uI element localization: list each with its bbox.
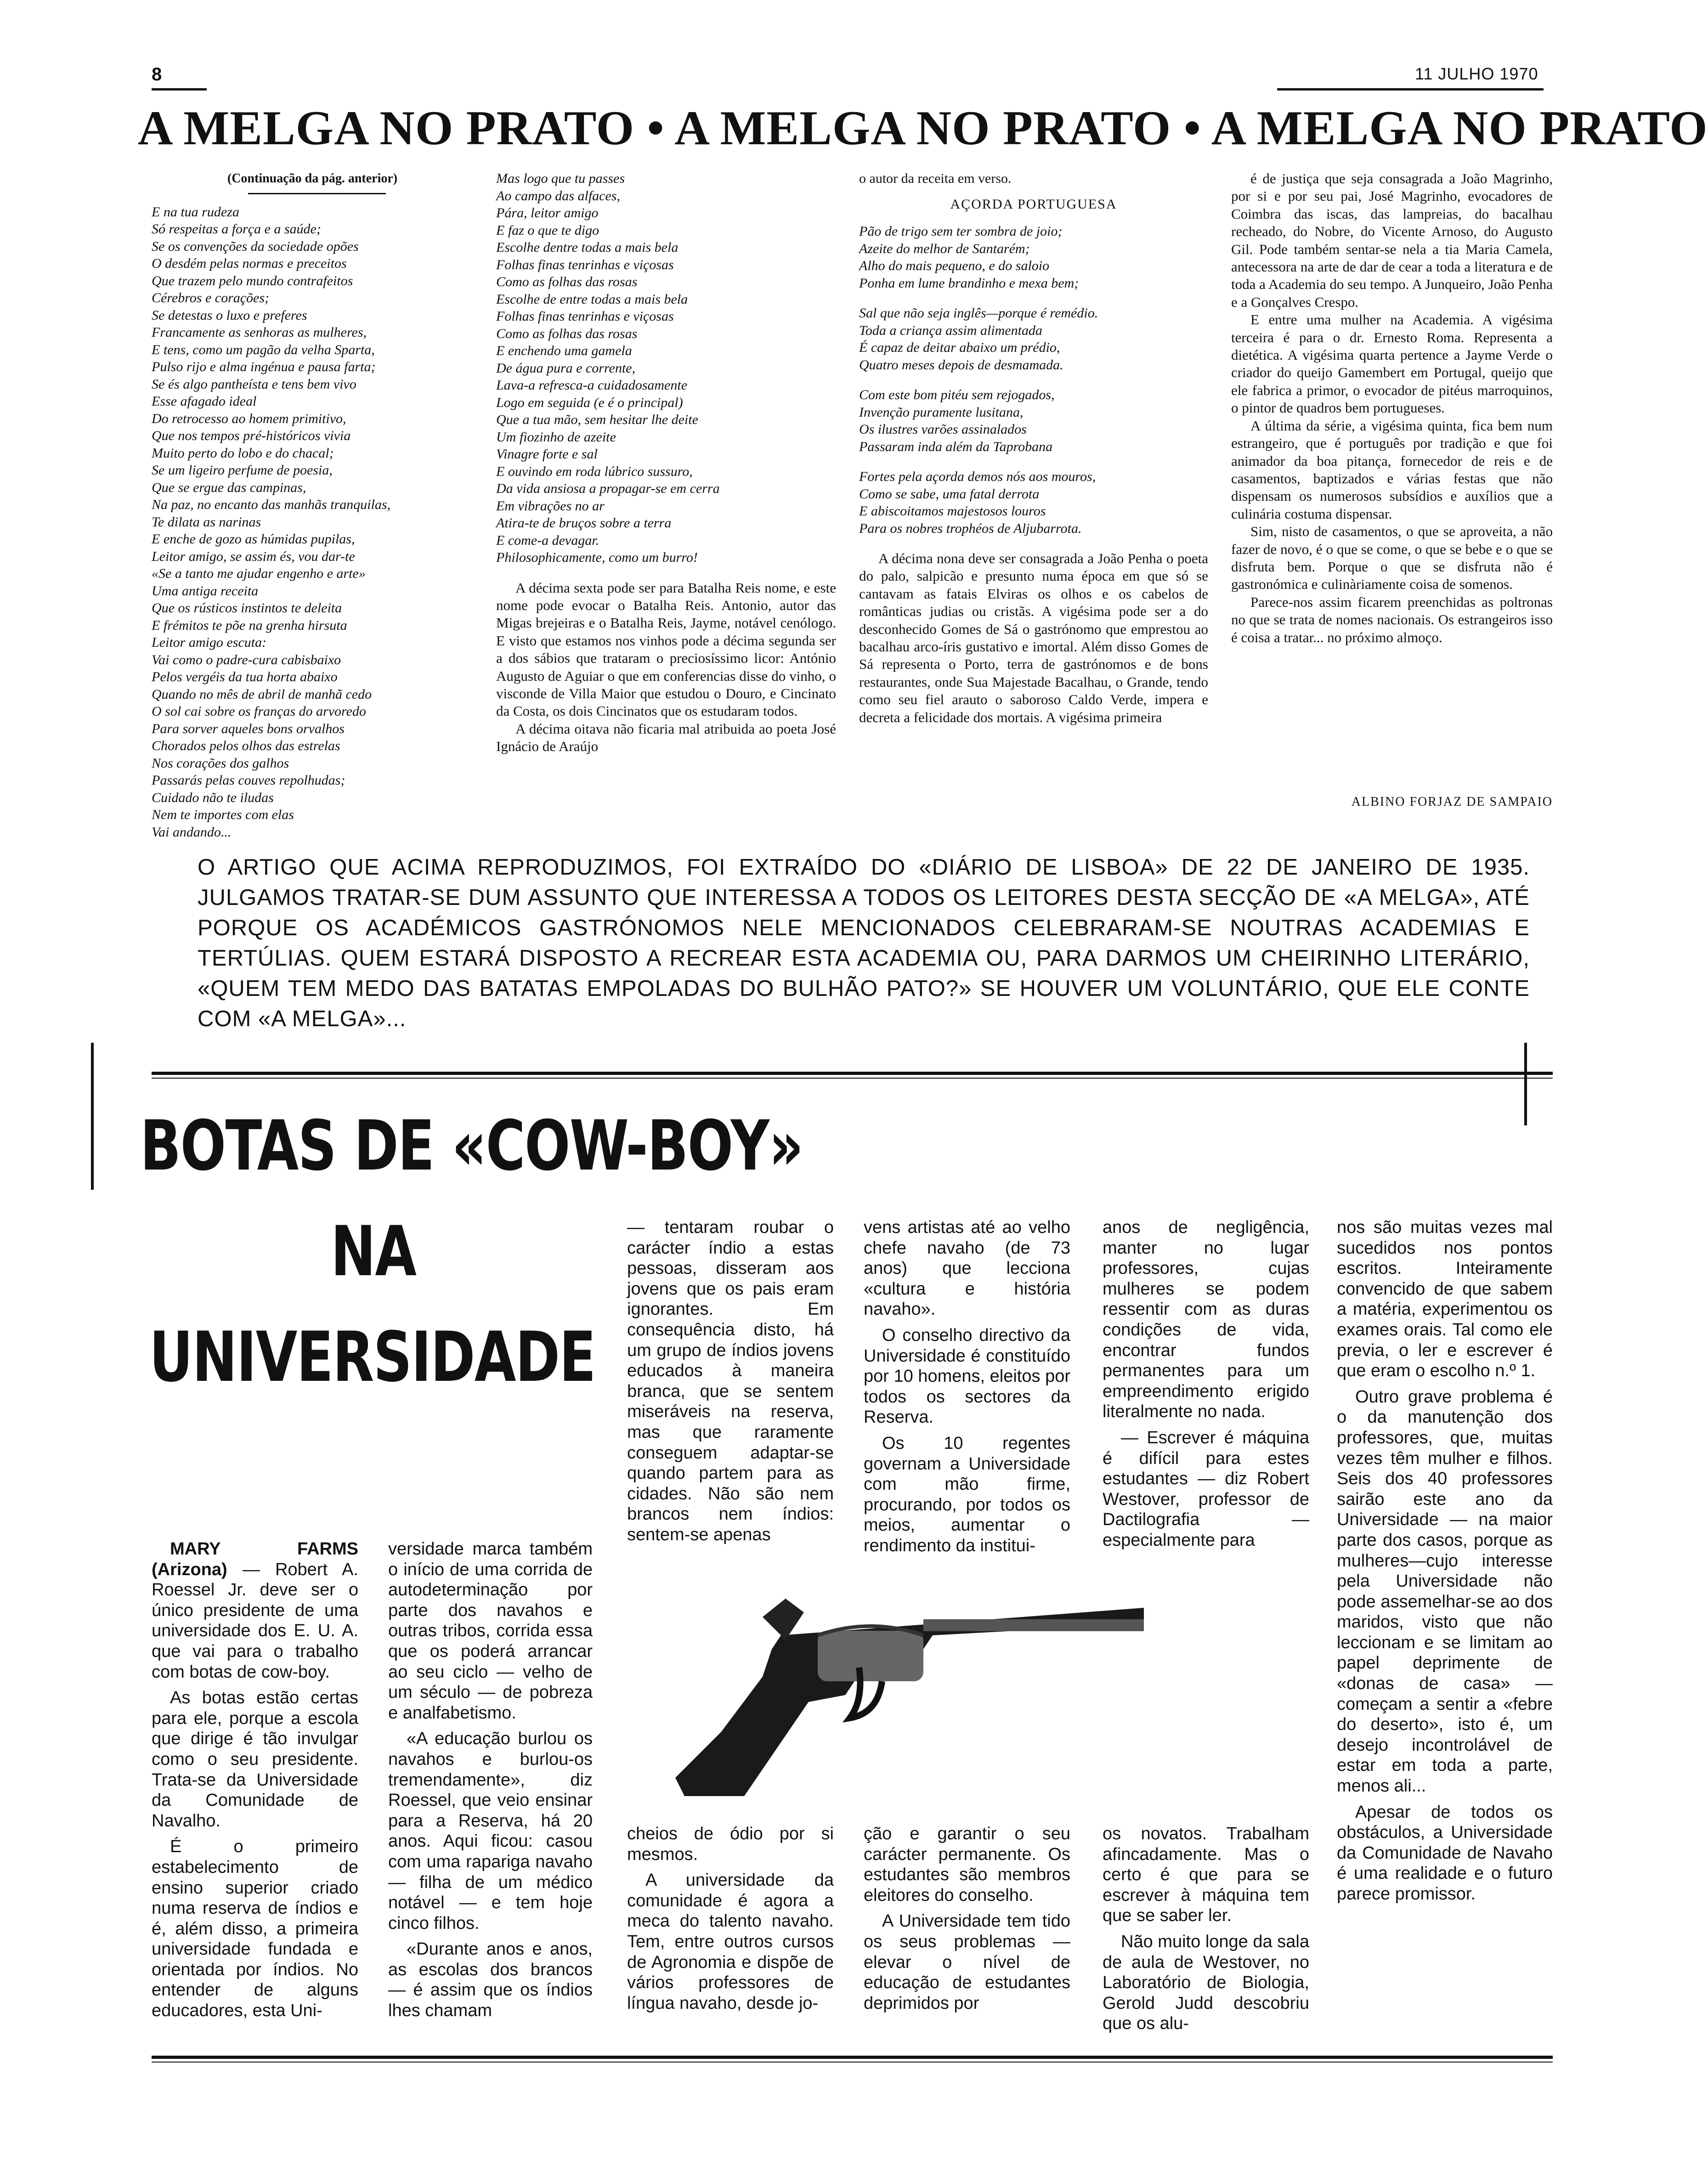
poem-line: Passaram inda além da Taprobana — [859, 439, 1053, 454]
story-column-2 — [388, 1539, 593, 2044]
poem-line: Francamente as senhoras as mulheres, — [152, 325, 367, 340]
poem-line: Como as folhas das rosas — [496, 326, 638, 341]
poem-line: O sol cai sobre os franças do arvoredo — [152, 704, 366, 719]
story-column-1 — [152, 1539, 358, 2044]
paragraph: os novatos. Trabalham afincadamente. Mas o certo é que para se escrever à máquina tem que se saber ler. — [1103, 1824, 1309, 1926]
poem-line: Nos corações dos galhos — [152, 755, 289, 771]
paragraph: A última da série, a vigésima quinta, fica bem num estrangeiro, que é português por tradição e que foi animador da boa pitança, fornecedor de reis e de casamentos, baptizados e várias festas que não dispensam os numerosos subsídios e auxílios que a culinária costuma dispensar. — [1231, 417, 1553, 522]
paragraph: A décima sexta pode ser para Batalha Reis nome, e este nome pode evocar o Batalha Reis. Antonio, autor das Migas brejeiras e o Batalha Reis, Jayme, notável cenólogo. E visto que estamos nos vinhos pode a décima segunda ser a dos sábios que trataram o preciosíssimo licor: António Augusto de Aguiar o que em conferencias disse do vinho, o visconde de Villa Maior que estudou o Douro, e Cincinato da Costa, os dois Cincinatos que os estudaram todos. — [496, 579, 836, 719]
story-column-5-top — [1103, 1217, 1309, 1557]
poem-line: Muito perto do lobo e do chacal; — [152, 445, 334, 461]
paragraph: versidade marca também o início de uma corrida de autodeterminação por parte dos navahos e outras tribos, corrida essa que os poderá arrancar ao seu ciclo — velho de um século — de pobreza e analfabetismo. — [388, 1539, 593, 1723]
recipe-verses — [859, 305, 1208, 373]
paragraph: A décima oitava não ficaria mal atribuida ao poeta José Ignácio de Araújo — [496, 720, 836, 755]
poem-line: «Se a tanto me ajudar engenho e arte» — [152, 566, 366, 581]
poem-verses — [496, 170, 836, 566]
poem-line: Vai andando... — [152, 824, 232, 840]
paragraph: As botas estão certas para ele, porque a escola que dirige é tão invulgar como o seu presidente. Trata-se da Universidade da Comunidade de Navalho. — [152, 1688, 358, 1831]
header-rule-right — [1277, 88, 1544, 90]
story-headline-line-3: UNIVERSIDADE — [149, 1317, 595, 1397]
paragraph: É o primeiro estabelecimento de ensino superior criado numa reserva de índios e é, além disso, a primeira universidade fundada e orientada por índios. No entender de alguns educadores, esta Uni- — [152, 1837, 358, 2021]
paragraph: Não muito longe da sala de aula de Westover, no Laboratório de Biologia, Gerold Judd descobriu que os alu- — [1103, 1932, 1309, 2034]
story-column-3-top — [627, 1217, 834, 1557]
section-divider — [152, 1072, 1553, 1075]
poem-line: De água pura e corrente, — [496, 360, 635, 376]
paragraph: O conselho directivo da Universidade é constituído por 10 homens, eleitos por todos os sectores da Reserva. — [864, 1325, 1070, 1427]
continuation-note: (Continuação da pág. anterior) — [227, 171, 398, 186]
editorial-notice: O ARTIGO QUE ACIMA REPRODUZIMOS, FOI EXTRAÍDO DO «DIÁRIO DE LISBOA» DE 22 DE JANEIRO DE 1935. JULGAMOS TRATAR-SE DUM ASSUNTO QUE INTERESSA A TODOS OS LEITORES DESTA SECÇÃO DE «A MELGA», ATÉ PORQUE OS ACADÉMICOS GASTRÓNOMOS NELE MENCIONADOS CELEBRARAM-SE NOUTRAS ACADEMIAS E TERTÚLIAS. QUEM ESTARÁ DISPOSTO A RECREAR ESTA ACADEMIA OU, PARA DARMOS UM CHEIRINHO LITERÁRIO, «QUEM TEM MEDO DAS BATATAS EMPOLADAS DO BULHÃO PATO?» SE HOUVER UM VOLUNTÁRIO, QUE ELE CONTE COM «A MELGA»... — [198, 855, 1530, 1031]
poem-line: Que os rústicos instintos te deleita — [152, 600, 342, 616]
poem-line: E frémitos te põe na grenha hirsuta — [152, 617, 347, 633]
poem-line: Atira-te de bruços sobre a terra — [496, 515, 672, 531]
poem-line: Mas logo que tu passes — [496, 171, 625, 186]
poem-line: Invenção puramente lusitana, — [859, 404, 1024, 420]
poem-line: Só respeitas a força e a saúde; — [152, 221, 321, 237]
poem-line: Ponha em lume brandinho e mexa bem; — [859, 275, 1079, 291]
article-column-3 — [859, 170, 1208, 822]
poem-line: Nem te importes com elas — [152, 807, 294, 822]
continuation-rule — [248, 193, 386, 194]
poem-line: Que se ergue das campinas, — [152, 480, 306, 495]
bottom-divider — [152, 2056, 1553, 2059]
paragraph: — Escrever é máquina é difícil para estes estudantes — diz Robert Westover, professor de Dactilografia — especialmente para — [1103, 1428, 1309, 1550]
poem-line: Se um ligeiro perfume de poesia, — [152, 463, 333, 478]
poem-line: Como as folhas das rosas — [496, 274, 638, 289]
poem-line: Pulso rijo e alma ingénua e pausa farta; — [152, 359, 376, 374]
article-text — [496, 579, 836, 756]
poem-line: Folhas finas tenrinhas e viçosas — [496, 309, 674, 324]
poem-line: Alho do mais pequeno, e do saloio — [859, 258, 1050, 273]
header-rule-left — [152, 88, 207, 90]
recipe-intro: o autor da receita em verso. — [859, 171, 1012, 186]
issue-date: 11 JULHO 1970 — [1415, 64, 1538, 83]
poem-line: Azeite do melhor de Santarém; — [859, 241, 1030, 256]
poem-line: Em vibrações no ar — [496, 498, 605, 514]
paragraph: Sim, nisto de casamentos, o que se aproveita, a não fazer de novo, é o que se come, o que se bebe e o que se disfruta bem. Porque o que se disfruta não é gastronómica e culinàriamente coisa de somenos. — [1231, 523, 1553, 593]
poem-line: Escolhe de entre todas a mais bela — [496, 291, 688, 307]
story-column-3-bottom — [627, 1824, 834, 2044]
paragraph: A Universidade tem tido os seus problemas — elevar o nível de educação de estudantes deprimidos por — [864, 1911, 1070, 2013]
poem-line: Leitor amigo, se assim és, vou dar-te — [152, 548, 355, 564]
paragraph: — tentaram roubar o carácter índio a estas pessoas, disseram aos jovens que os pais eram ignorantes. Em consequência disto, há um grupo de índios jovens educados à maneira branca, que se sentem miseráveis na reserva, mas que raramente conseguem adaptar-se quando partem para as cidades. Não são nem brancos nem índios: sentem-se apenas — [627, 1218, 834, 1544]
section-divider-thin — [152, 1078, 1553, 1079]
poem-line: Toda a criança assim alimentada — [859, 322, 1042, 338]
poem-line: E ouvindo em roda lúbrico sussuro, — [496, 463, 693, 479]
poem-line: Se és algo pantheísta e tens bem vivo — [152, 376, 356, 392]
author-signature: ALBINO FORJAZ DE SAMPAIO — [1351, 795, 1553, 809]
side-bar-left — [91, 1043, 94, 1190]
story-column-4-bottom — [864, 1824, 1070, 2044]
poem-line: Na paz, no encanto das manhãs tranquilas, — [152, 497, 391, 512]
paragraph: cheios de ódio por si mesmos. — [627, 1824, 834, 1864]
paragraph: «Durante anos e anos, as escolas dos brancos — é assim que os índios lhes chamam — [388, 1939, 593, 2021]
paragraph: nos são muitas vezes mal sucedidos nos pontos escritos. Inteiramente convencido de que sabem a matéria, experimentou os exames orais. Tal como ele previa, o ler e escrever é que eram o escolho n.º 1. — [1337, 1218, 1553, 1381]
paragraph: Os 10 regentes governam a Universidade com mão firme, procurando, por todos os meios, aumentar o rendimento da institui- — [864, 1433, 1070, 1555]
page-number: 8 — [152, 64, 162, 85]
poem-line: Vinagre forte e sal — [496, 446, 598, 462]
poem-line: E abiscoitamos majestosos louros — [859, 503, 1046, 519]
paragraph: ção e garantir o seu carácter permanente. Os estudantes são membros eleitores do conselho. — [864, 1824, 1070, 1905]
poem-line: Pelos vergéis da tua horta abaixo — [152, 669, 338, 684]
paragraph: «A educação burlou os navahos e burlou-os tremendamente», diz Roessel, que veio ensinar para a Reserva, há 20 anos. Aqui ficou: casou com uma rapariga navaho — filha de um médico notável — e tem hoje cinco filhos. — [388, 1729, 593, 1933]
paragraph: MARY FARMS (Arizona) — Robert A. Roessel Jr. deve ser o único presidente de uma universidade dos E. U. A. que vai para o trabalho com botas de cow-boy. — [152, 1539, 358, 1682]
poem-line: Quatro meses depois de desmamada. — [859, 357, 1063, 373]
paragraph: vens artistas até ao velho chefe navaho (de 73 anos) que lecciona «cultura e história navaho». — [864, 1218, 1070, 1319]
poem-line: Que trazem pelo mundo contrafeitos — [152, 273, 353, 288]
poem-line: Da vida ansiosa a propagar-se em cerra — [496, 481, 720, 496]
poem-line: Vai como o padre-cura cabisbaixo — [152, 652, 341, 667]
story-headline-line-2: NA — [331, 1212, 416, 1292]
poem-line: Ao campo das alfaces, — [496, 188, 620, 203]
poem-line: Se os convenções da sociedade opões — [152, 238, 359, 254]
paragraph: Outro grave problema é o da manutenção dos professores, que, muitas vezes têm mulher e filhos. Seis dos 40 professores sairão este ano da Universidade — na maior parte dos casos, porque as mulheres—cujo interesse pela Universidade não pode assemelhar-se ao dos maridos, visto que não leccionam e se limitam ao papel deprimente de «donas de casa» — começam a sentir a «febre do deserto», isto é, um desejo incontrolável de estar em toda a parte, menos ali... — [1337, 1387, 1553, 1796]
poem-line: Logo em seguida (e é o principal) — [496, 395, 683, 410]
poem-line: E enche de gozo as húmidas pupilas, — [152, 531, 355, 547]
paragraph: Parece-nos assim ficarem preenchidas as poltronas no que se trata de nomes nacionais. Os estrangeiros isso é coisa a tratar... no próximo almoço. — [1231, 593, 1553, 645]
poem-verses — [152, 203, 473, 841]
poem-line: Escolhe dentre todas a mais bela — [496, 240, 679, 255]
recipe-verses — [859, 223, 1208, 292]
dateline: MARY FARMS (Arizona) — [152, 1539, 358, 1579]
poem-line: Folhas finas tenrinhas e viçosas — [496, 257, 674, 272]
poem-line: O desdém pelas normas e preceitos — [152, 256, 347, 271]
poem-line: Cuidado não te iludas — [152, 790, 274, 805]
poem-line: Quando no mês de abril de manhã cedo — [152, 686, 372, 702]
paragraph: E entre uma mulher na Academia. A vigésima terceira é para o dr. Ernesto Roma. Representa a dietética. A vigésima quarta pertence a Jayme Verde o criador do queijo Gamembert em Portugal, queijo que ele fabrica a primor, o evocador de pitéus marroquinos, o pintor de quadros bem portugueses. — [1231, 311, 1553, 416]
poem-line: É capaz de deitar abaixo um prédio, — [859, 340, 1060, 355]
paragraph: Apesar de todos os obstáculos, a Universidade da Comunidade de Navaho é uma realidade e o futuro parece promissor. — [1337, 1802, 1553, 1904]
poem-line: Se detestas o luxo e preferes — [152, 307, 307, 323]
poem-line: Com este bom pitéu sem rejogados, — [859, 387, 1055, 402]
poem-line: Pão de trigo sem ter sombra de joio; — [859, 224, 1063, 239]
poem-line: E na tua rudeza — [152, 204, 239, 220]
poem-line: Philosophicamente, como um burro! — [496, 550, 698, 565]
paragraph: é de justiça que seja consagrada a João Magrinho, por si e por seu pai, José Magrinho, evocadores de Coimbra das iscas, das lampreias, do bacalhau recheado, do Nobre, do Vicente Arnoso, do Augusto Gil. Pode também sentar-se nela a tia Maria Camela, antecessora na arte de dar de cear a toda a literatura e de toda a Academia do seu tempo. A Junqueiro, João Penha e a Gonçalves Crespo. — [1231, 170, 1553, 310]
bottom-divider-thin — [152, 2062, 1553, 2063]
revolver-icon — [666, 1580, 1148, 1810]
section-banner: A MELGA NO PRATO • A MELGA NO PRATO • A MELGA NO PRATO — [138, 101, 1708, 155]
poem-line: Para os nobres trophéos de Aljubarrota. — [859, 520, 1082, 536]
poem-line: E faz o que te digo — [496, 222, 599, 238]
poem-line: Leitor amigo escuta: — [152, 635, 266, 650]
article-column-2 — [496, 170, 836, 822]
poem-line: Para sorver aqueles bons orvalhos — [152, 721, 345, 736]
poem-line: E tens, como um pagão da velha Sparta, — [152, 342, 375, 357]
poem-line: Chorados pelos olhos das estrelas — [152, 738, 340, 753]
recipe-verses — [859, 386, 1208, 455]
poem-line: Lava-a refresca-a cuidadosamente — [496, 378, 688, 393]
article-column-1 — [152, 170, 473, 840]
poem-line: Que a tua mão, sem hesitar lhe deite — [496, 412, 698, 427]
story-headline-line-1: BOTAS DE «COW-BOY» — [140, 1106, 803, 1186]
poem-line: Do retrocesso ao homem primitivo, — [152, 411, 346, 426]
story-column-5-bottom — [1103, 1824, 1309, 2044]
poem-line: Uma antiga receita — [152, 583, 259, 599]
poem-line: Os ilustres varões assinalados — [859, 422, 1027, 437]
story-column-4-top — [864, 1217, 1070, 1557]
poem-line: Esse afagado ideal — [152, 394, 257, 409]
story-column-6 — [1337, 1217, 1553, 2044]
poem-line: Como se sabe, uma fatal derrota — [859, 486, 1040, 502]
poem-line: Fortes pela açorda demos nós aos mouros, — [859, 469, 1096, 484]
recipe-verses — [859, 468, 1208, 537]
poem-line: Que nos tempos pré-históricos vivia — [152, 428, 351, 443]
poem-line: E come-a devagar. — [496, 532, 599, 548]
poem-line: Passarás pelas couves repolhudas; — [152, 773, 345, 788]
article-column-4 — [1231, 170, 1553, 822]
poem-line: Te dilata as narinas — [152, 514, 261, 530]
article-text: A décima nona deve ser consagrada a João Penha o poeta do palo, salpicão e presunto numa época em que só se cantavam as fatais Elviras os olhos e os cabelos de românticas judias ou cristãs. A vigésima pode ser a do desconhecido Gomes de Sá o gastrónomo que emprestou ao bacalhau arco-íris gustativo e imortal. Além disso Gomes de Sá representa o Porto, terra de gastrónomos e de bons restaurantes, onde Sua Majestade Bacalhau, o Grande, tendo como seu fiel arauto o saboroso Caldo Verde, impera e decreta a felicidade dos mortais. A vigésima primeira — [859, 550, 1208, 725]
poem-line: Sal que não seja inglês—porque é remédio. — [859, 305, 1098, 321]
poem-line: Cérebros e corações; — [152, 290, 270, 305]
paragraph: anos de negligência, manter no lugar professores, cujas mulheres se podem ressentir com as duras condições de vida, encontrar fundos permanentes para um empreendimento erigido literalmente no nada. — [1103, 1218, 1309, 1422]
poem-line: E enchendo uma gamela — [496, 343, 632, 358]
poem-line: Um fiozinho de azeite — [496, 429, 616, 445]
recipe-title: AÇORDA PORTUGUESA — [950, 196, 1117, 212]
side-bar-right — [1524, 1043, 1527, 1125]
paragraph: A universidade da comunidade é agora a meca do talento navaho. Tem, entre outros cursos de Agronomia e dispõe de vários professores de língua navaho, desde jo- — [627, 1871, 834, 2013]
poem-line: Pára, leitor amigo — [496, 205, 599, 220]
